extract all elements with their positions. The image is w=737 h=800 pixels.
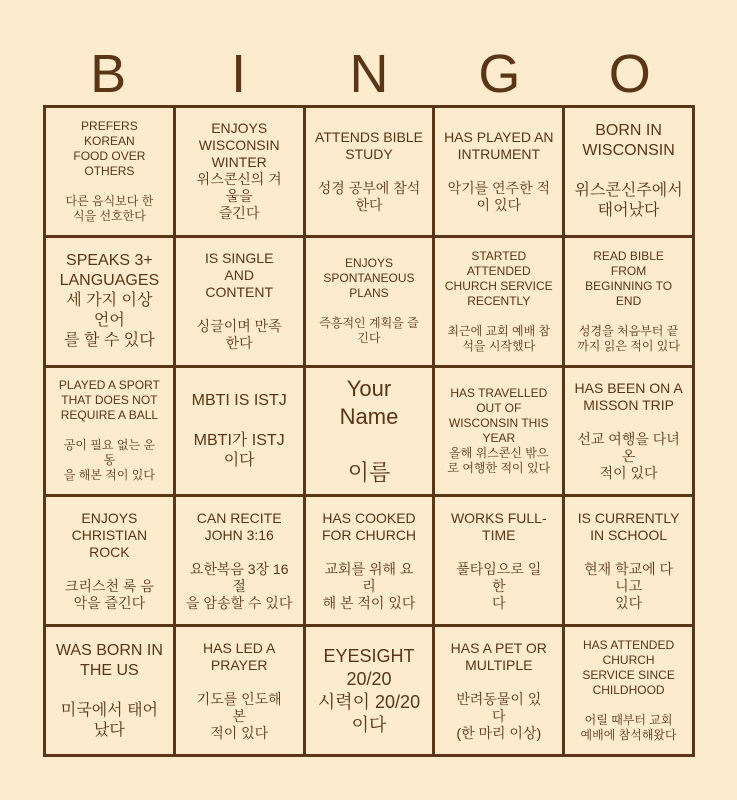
cell-text: HAS A PET OR MULTIPLE 반려동물이 있 다 (한 마리 이상): [450, 639, 547, 741]
header-letter-n: N: [349, 44, 389, 104]
cell-text: HAS TRAVELLED OUT OF WISCONSIN THIS YEAR 올해 위스콘신 밖으 로 여행한 적이 있다: [447, 385, 551, 475]
bingo-cell[interactable]: [176, 108, 303, 235]
cell-text: HAS ATTENDED CHURCH SERVICE SINCE CHILDHOOD 어릴 때부터 교회 예배에 참석해왔다: [580, 638, 677, 743]
bingo-cell[interactable]: [565, 368, 692, 495]
bingo-cell[interactable]: [565, 108, 692, 235]
bingo-cell[interactable]: [306, 497, 433, 624]
bingo-cell[interactable]: [306, 627, 433, 754]
header-letter-b: B: [90, 44, 127, 104]
bingo-cell[interactable]: [435, 108, 562, 235]
bingo-cell[interactable]: [435, 497, 562, 624]
cell-text: HAS BEEN ON A MISSON TRIP 선교 여행을 다녀 온 적이 있다: [574, 379, 683, 481]
bingo-cell[interactable]: [435, 368, 562, 495]
bingo-cell[interactable]: [176, 497, 303, 624]
header-letter-i: I: [231, 44, 247, 104]
free-space-text: Your Name 이름: [339, 375, 399, 485]
cell-text: CAN RECITE JOHN 3:16 요한복음 3장 16 절 을 암송할 수 있다: [186, 509, 293, 611]
bingo-cell[interactable]: [435, 238, 562, 365]
bingo-cell[interactable]: [176, 238, 303, 365]
cell-text: HAS COOKED FOR CHURCH 교회를 위해 요 리 해 본 적이 있다: [321, 509, 417, 611]
bingo-cell[interactable]: [46, 108, 173, 235]
bingo-cell[interactable]: [46, 627, 173, 754]
cell-text: IS CURRENTLY IN SCHOOL 현재 학교에 다 니고 있다: [577, 509, 680, 611]
bingo-cell[interactable]: [565, 238, 692, 365]
cell-text: ENJOYS SPONTANEOUS PLANS 즉흥적인 계획을 즐 긴다: [319, 256, 419, 346]
cell-text: IS SINGLE AND CONTENT 싱글이며 만족 한다: [196, 250, 282, 352]
cell-text: WAS BORN IN THE US 미국에서 태어 났다: [55, 641, 163, 739]
bingo-cell[interactable]: [176, 368, 303, 495]
bingo-board: [43, 105, 695, 757]
cell-text: HAS PLAYED AN INTRUMENT 악기를 연주한 적 이 있다: [444, 128, 554, 213]
bingo-cell[interactable]: [435, 627, 562, 754]
cell-text: EYESIGHT 20/20 시력이 20/20 이다: [317, 645, 421, 735]
cell-text: PREFERS KOREAN FOOD OVER OTHERS 다른 음식보다 한 식을 선호한다: [65, 118, 154, 223]
header-letter-g: G: [478, 44, 521, 104]
cell-text: HAS LED A PRAYER 기도를 인도해 본 적이 있다: [196, 639, 282, 741]
cell-text: READ BIBLE FROM BEGINNING TO END 성경을 처음부터 끝 까지 읽은 적이 있다: [577, 248, 680, 353]
cell-text: WORKS FULL- TIME 풀타임으로 일 한 다: [450, 509, 547, 611]
bingo-cell[interactable]: [565, 627, 692, 754]
cell-text: SPEAKS 3+ LANGUAGES 세 가지 이상 언어 를 할 수 있다: [59, 252, 160, 350]
cell-text: STARTED ATTENDED CHURCH SERVICE RECENTLY 최근에 교회 예배 참 석을 시작했다: [444, 248, 553, 353]
bingo-cell[interactable]: [46, 497, 173, 624]
cell-text: ATTENDS BIBLE STUDY 성경 공부에 참석 한다: [315, 128, 423, 213]
bingo-cell[interactable]: [176, 627, 303, 754]
cell-text: PLAYED A SPORT THAT DOES NOT REQUIRE A BALL 공이 필요 없는 운 동 을 해본 적이 있다: [58, 378, 160, 483]
bingo-cell[interactable]: [306, 108, 433, 235]
bingo-cell[interactable]: [306, 238, 433, 365]
free-space-cell[interactable]: [306, 368, 433, 495]
bingo-cell[interactable]: [565, 497, 692, 624]
bingo-header: [43, 42, 695, 106]
cell-text: ENJOYS CHRISTIAN ROCK 크리스천 록 음 악을 즐긴다: [64, 509, 154, 611]
cell-text: BORN IN WISCONSIN 위스콘신주에서 태어났다: [574, 122, 683, 220]
bingo-cell[interactable]: [46, 368, 173, 495]
cell-text: MBTI IS ISTJ MBTI가 ISTJ 이다: [191, 391, 287, 469]
bingo-cell[interactable]: [46, 238, 173, 365]
header-letter-o: O: [608, 44, 651, 104]
cell-text: ENJOYS WISCONSIN WINTER 위스콘신의 겨 울을 즐긴다: [196, 120, 282, 222]
